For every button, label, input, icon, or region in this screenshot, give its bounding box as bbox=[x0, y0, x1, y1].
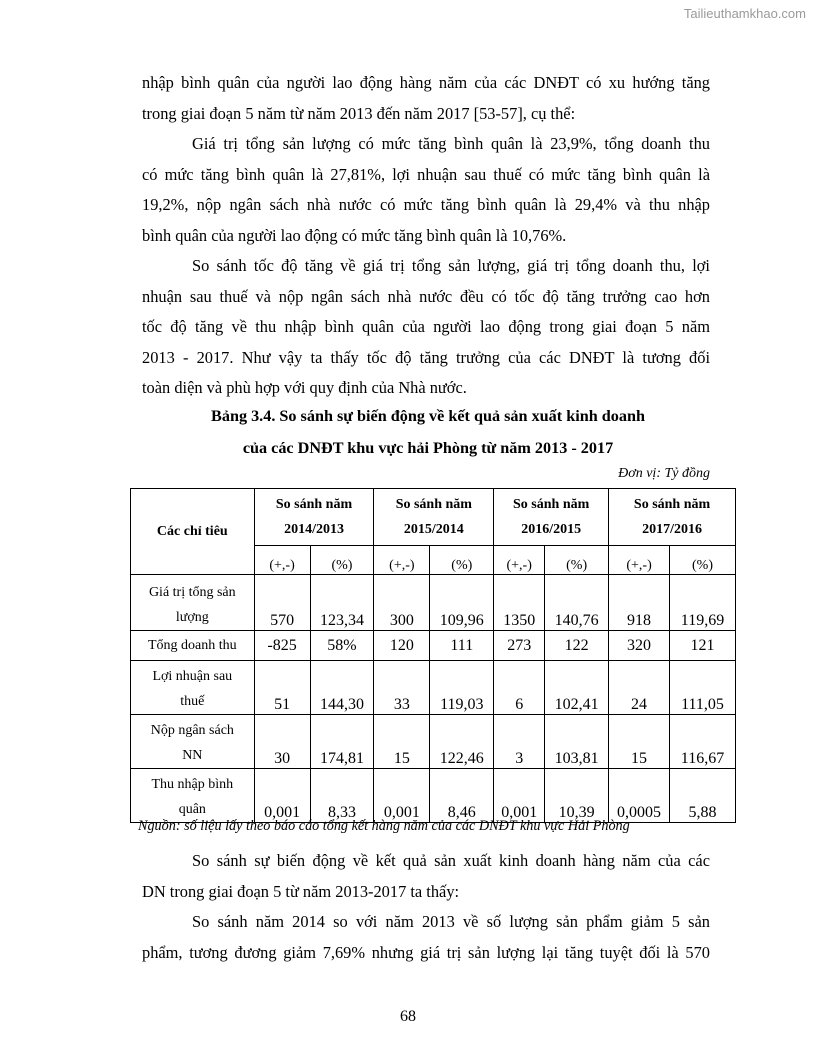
table-cell: 570 bbox=[254, 575, 310, 631]
table-cell: 174,81 bbox=[310, 715, 374, 769]
table-row bbox=[131, 715, 736, 769]
table-cell: 123,34 bbox=[310, 575, 374, 631]
table-cell: 320 bbox=[609, 631, 670, 661]
table-cell: 8,46 bbox=[430, 769, 494, 823]
period-header-line: 2017/2016 bbox=[642, 522, 702, 537]
row-label bbox=[131, 661, 255, 715]
paragraph-line: 2013 - 2017. Như vậy ta thấy tốc độ tăng trưởng của các DNĐT là tương đối bbox=[142, 347, 710, 367]
table-cell: 0,001 bbox=[494, 769, 545, 823]
paragraph-line: 19,2%, nộp ngân sách nhà nước có mức tăng bình quân là 29,4% và thu nhập bbox=[142, 195, 710, 214]
table-cell: 119,03 bbox=[430, 661, 494, 715]
row-label-line: Tổng doanh thu bbox=[147, 638, 237, 653]
comparison-table bbox=[130, 488, 736, 823]
row-label-line: thuế bbox=[180, 694, 205, 709]
table-cell: -825 bbox=[254, 631, 310, 661]
subheader-cell: (+,-) bbox=[374, 546, 430, 575]
subheader-cell: (%) bbox=[670, 546, 736, 575]
table-row bbox=[131, 631, 736, 661]
row-label-line: Thu nhập bình bbox=[151, 777, 234, 792]
table-cell: 144,30 bbox=[310, 661, 374, 715]
period-header-line: 2016/2015 bbox=[521, 522, 582, 537]
table-cell: 300 bbox=[374, 575, 430, 631]
row-label-line: NN bbox=[182, 748, 203, 763]
table-caption-line1: Bảng 3.4. So sánh sự biến động về kết quả sản xuất kinh doanh bbox=[211, 407, 645, 425]
subheader-cell: (+,-) bbox=[254, 546, 310, 575]
table-cell: 120 bbox=[374, 631, 430, 661]
paragraph-line: có mức tăng bình quân là 27,81%, lợi nhuận sau thuế có mức tăng bình quân là bbox=[142, 164, 710, 184]
subheader-cell: (%) bbox=[430, 546, 494, 575]
paragraph-line: nhuận sau thuế và nộp ngân sách nhà nước đều có tốc độ tăng trưởng cao hơn bbox=[142, 286, 710, 306]
table-cell: 109,96 bbox=[430, 575, 494, 631]
subheader-cell: (+,-) bbox=[609, 546, 670, 575]
subheader-cell: (%) bbox=[310, 546, 374, 575]
table-cell: 111,05 bbox=[670, 661, 736, 715]
period-header-line: So sánh năm bbox=[513, 497, 590, 512]
row-label bbox=[131, 575, 255, 631]
period-header-line: So sánh năm bbox=[395, 497, 472, 512]
row-label bbox=[131, 715, 255, 769]
table-cell: 8,33 bbox=[310, 769, 374, 823]
table-cell: 122,46 bbox=[430, 715, 494, 769]
paragraph-line: So sánh tốc độ tăng về giá trị tổng sản lượng, giá trị tổng doanh thu, lợi bbox=[192, 256, 710, 275]
row-label-line: Lợi nhuận sau bbox=[152, 669, 233, 684]
paragraph-line: Giá trị tổng sản lượng có mức tăng bình quân là 23,9%, tổng doanh thu bbox=[192, 134, 710, 153]
paragraph-line: nhập bình quân của người lao động hàng năm của các DNĐT có xu hướng tăng bbox=[142, 73, 710, 92]
period-header bbox=[609, 489, 736, 546]
table-cell: 15 bbox=[609, 715, 670, 769]
table-cell: 102,41 bbox=[545, 661, 609, 715]
table-cell: 10,39 bbox=[545, 769, 609, 823]
table-cell: 5,88 bbox=[670, 769, 736, 823]
table-cell: 30 bbox=[254, 715, 310, 769]
table-cell: 1350 bbox=[494, 575, 545, 631]
table-row bbox=[131, 575, 736, 631]
row-label bbox=[131, 631, 255, 661]
table-caption-line2: của các DNĐT khu vực hải Phòng từ năm 2013 - 2017 bbox=[242, 439, 614, 457]
paragraph-line: bình quân của người lao động có mức tăng bình quân là 10,76%. bbox=[142, 225, 567, 245]
paragraph-line: trong giai đoạn 5 năm từ năm 2013 đến năm 2017 [53-57], cụ thể: bbox=[142, 103, 576, 123]
table-cell: 15 bbox=[374, 715, 430, 769]
table-cell: 58% bbox=[310, 631, 374, 661]
table-cell: 6 bbox=[494, 661, 545, 715]
paragraph-line: phẩm, tương đương giảm 7,69% nhưng giá trị sản lượng lại tăng tuyệt đối là 570 bbox=[142, 942, 710, 962]
table-cell: 121 bbox=[670, 631, 736, 661]
table-cell: 0,0005 bbox=[609, 769, 670, 823]
table-cell: 3 bbox=[494, 715, 545, 769]
table-cell: 122 bbox=[545, 631, 609, 661]
table-cell: 116,67 bbox=[670, 715, 736, 769]
table-cell: 33 bbox=[374, 661, 430, 715]
period-header-line: 2014/2013 bbox=[284, 522, 344, 537]
table-cell: 103,81 bbox=[545, 715, 609, 769]
table-cell: 0,001 bbox=[374, 769, 430, 823]
table-cell: 111 bbox=[430, 631, 494, 661]
corner-header: Các chỉ tiêu bbox=[131, 489, 255, 575]
watermark-text: Tailieuthamkhao.com bbox=[683, 6, 806, 21]
row-label-line: Giá trị tổng sản bbox=[148, 585, 236, 600]
table-cell: 51 bbox=[254, 661, 310, 715]
paragraph-line: DN trong giai đoạn 5 từ năm 2013-2017 ta thấy: bbox=[142, 881, 460, 901]
period-header bbox=[374, 489, 494, 546]
subheader-cell: (%) bbox=[545, 546, 609, 575]
row-label bbox=[131, 769, 255, 823]
table-row bbox=[131, 661, 736, 715]
paragraph-line: toàn diện và phù hợp với quy định của Nhà nước. bbox=[142, 378, 467, 397]
table-cell: 0,001 bbox=[254, 769, 310, 823]
paragraph-line: So sánh sự biến động về kết quả sản xuất kinh doanh hàng năm của các bbox=[192, 851, 710, 870]
page-number: 68 bbox=[400, 1008, 416, 1025]
period-header-line: 2015/2014 bbox=[403, 522, 464, 537]
paragraph-line: So sánh năm 2014 so với năm 2013 về số lượng sản phẩm giảm 5 sản bbox=[192, 912, 710, 931]
period-header bbox=[494, 489, 609, 546]
period-header-line: So sánh năm bbox=[275, 497, 353, 512]
period-header bbox=[254, 489, 374, 546]
table-row bbox=[131, 769, 736, 823]
table-header-row bbox=[131, 489, 736, 546]
table-source-note: Nguồn: số liệu lấy theo báo cáo tổng kết hàng năm của các DNĐT khu vực Hải Phòng bbox=[138, 818, 630, 834]
row-label-line: lượng bbox=[175, 610, 209, 625]
paragraph-line: tốc độ tăng về thu nhập bình quân của người lao động trong giai đoạn 5 năm bbox=[142, 317, 710, 336]
table-cell: 918 bbox=[609, 575, 670, 631]
table-cell: 273 bbox=[494, 631, 545, 661]
table-unit: Đơn vị: Tỷ đồng bbox=[618, 466, 710, 481]
table-cell: 24 bbox=[609, 661, 670, 715]
row-label-line: Nộp ngân sách bbox=[150, 723, 234, 738]
period-header-line: So sánh năm bbox=[633, 497, 711, 512]
table-cell: 119,69 bbox=[670, 575, 736, 631]
subheader-cell: (+,-) bbox=[494, 546, 545, 575]
table-cell: 140,76 bbox=[545, 575, 609, 631]
row-label-line: quân bbox=[178, 802, 206, 817]
